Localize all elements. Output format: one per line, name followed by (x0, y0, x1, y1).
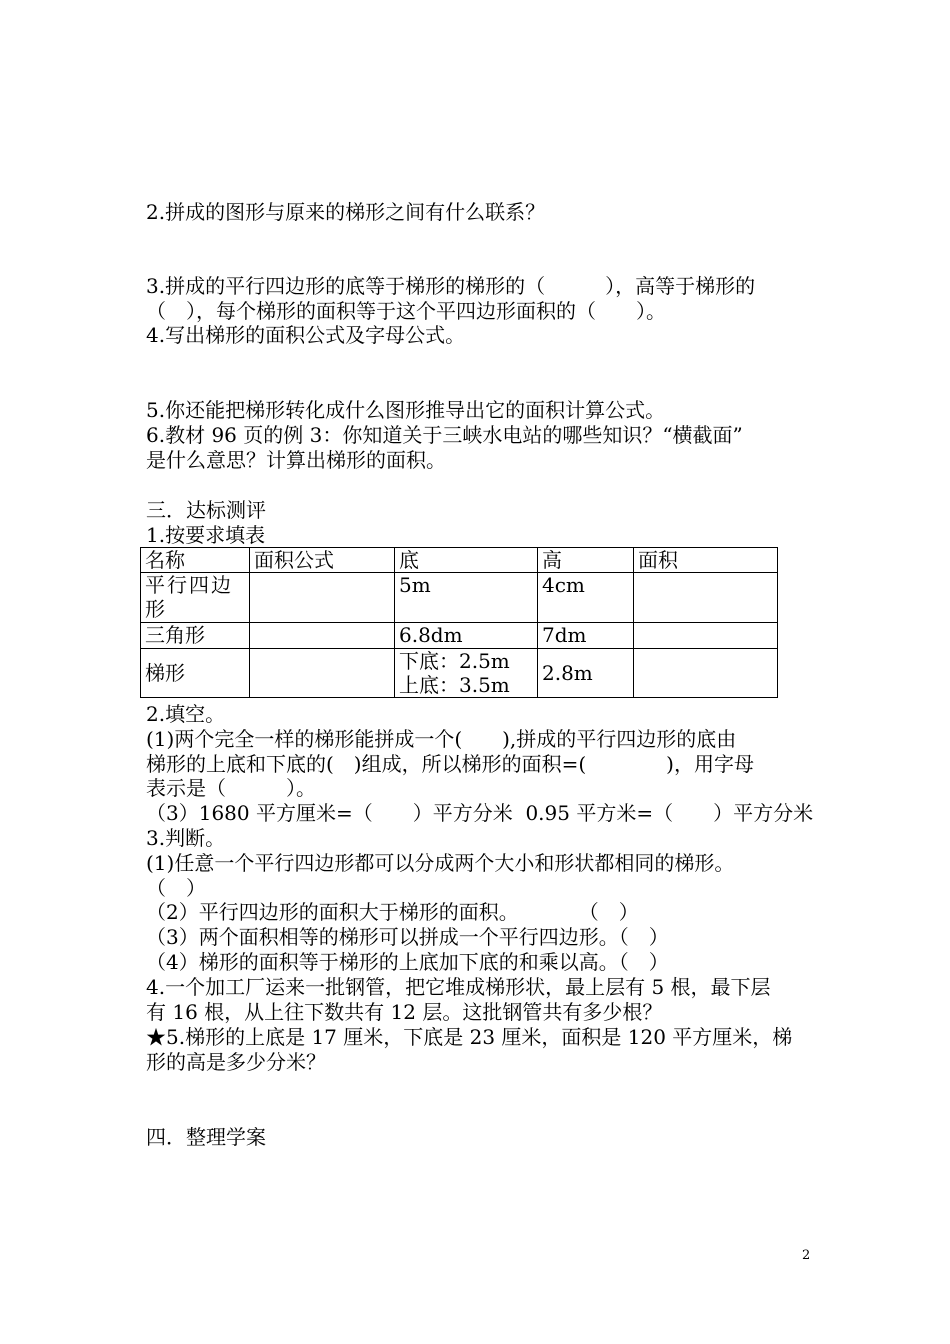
judge-3: （3）两个面积相等的梯形可以拼成一个平行四边形。（ ） (146, 925, 669, 949)
table-row (141, 623, 778, 649)
question-6-line-1: 6.教材 96 页的例 3：你知道关于三峡水电站的哪些知识？“横截面” (146, 423, 743, 447)
section-4-heading: 四．整理学案 (146, 1125, 266, 1149)
row-name-line-1: 平行四边 (145, 573, 233, 597)
question-6-line-2: 是什么意思？计算出梯形的面积。 (146, 448, 446, 472)
question-5: 5.你还能把梯形转化成什么图形推导出它的面积计算公式。 (146, 398, 666, 422)
fill-blank-1-line-3: 表示是（ ）。 (146, 776, 316, 800)
header-name: 名称 (141, 548, 250, 573)
table-title: 1.按要求填表 (146, 523, 266, 547)
height-cell: 7dm (538, 623, 634, 649)
header-area: 面积 (634, 548, 778, 573)
table-row (141, 649, 778, 698)
header-base: 底 (395, 548, 538, 573)
height-cell: 4cm (538, 573, 634, 623)
base-cell (395, 649, 538, 698)
area-cell[interactable] (634, 573, 778, 623)
judge-2: （2）平行四边形的面积大于梯形的面积。 （ ） (146, 900, 639, 924)
row-name-cell: 梯形 (141, 649, 250, 698)
formula-cell[interactable] (250, 573, 395, 623)
row-name-cell (141, 573, 250, 623)
table-header-row (141, 548, 778, 573)
question-4b-line-1: 4.一个加工厂运来一批钢管，把它堆成梯形状，最上层有 5 根，最下层 (146, 975, 771, 999)
header-formula: 面积公式 (250, 548, 395, 573)
formula-cell[interactable] (250, 623, 395, 649)
height-cell: 2.8m (538, 649, 634, 698)
fill-blank-1-line-1: (1)两个完全一样的梯形能拼成一个( ),拼成的平行四边形的底由 (146, 727, 737, 751)
base-cell: 5m (395, 573, 538, 623)
table-row (141, 573, 778, 623)
question-5b-line-1: ★5.梯形的上底是 17 厘米，下底是 23 厘米，面积是 120 平方厘米，梯 (146, 1025, 793, 1049)
section-3-heading: 三．达标测评 (146, 498, 266, 522)
fill-blank-1-line-2: 梯形的上底和下底的( )组成，所以梯形的面积=( )，用字母 (146, 752, 754, 776)
area-cell[interactable] (634, 649, 778, 698)
question-4: 4.写出梯形的面积公式及字母公式。 (146, 323, 466, 347)
header-height: 高 (538, 548, 634, 573)
page-number: 2 (802, 1248, 811, 1263)
row-name-cell: 三角形 (141, 623, 250, 649)
judge-1-line-1: (1)任意一个平行四边形都可以分成两个大小和形状都相同的梯形。 (146, 851, 735, 875)
question-4b-line-2: 有 16 根，从上往下数共有 12 层。这批钢管共有多少根？ (146, 1000, 663, 1024)
base-line-2: 上底：3.5m (399, 673, 510, 697)
question-3-line-2: （ ），每个梯形的面积等于这个平四边形面积的（ ）。 (146, 299, 666, 323)
base-cell: 6.8dm (395, 623, 538, 649)
formula-cell[interactable] (250, 649, 395, 698)
judge-title: 3.判断。 (146, 826, 226, 850)
row-name-line-2: 形 (145, 597, 165, 621)
question-5b-line-2: 形的高是多少分米？ (146, 1050, 326, 1074)
question-3-line-1: 3.拼成的平行四边形的底等于梯形的梯形的（ ），高等于梯形的 (146, 274, 756, 298)
judge-1-line-2: （ ） (146, 876, 206, 900)
base-line-1: 下底：2.5m (399, 649, 510, 673)
area-cell[interactable] (634, 623, 778, 649)
fill-blank-title: 2.填空。 (146, 702, 226, 726)
fill-blank-3: （3）1680 平方厘米=（ ）平方分米 0.95 平方米=（ ）平方分米 (146, 801, 814, 825)
fill-in-table (140, 547, 778, 698)
judge-4: （4）梯形的面积等于梯形的上底加下底的和乘以高。（ ） (146, 950, 669, 974)
question-2: 2.拼成的图形与原来的梯形之间有什么联系？ (146, 200, 546, 224)
